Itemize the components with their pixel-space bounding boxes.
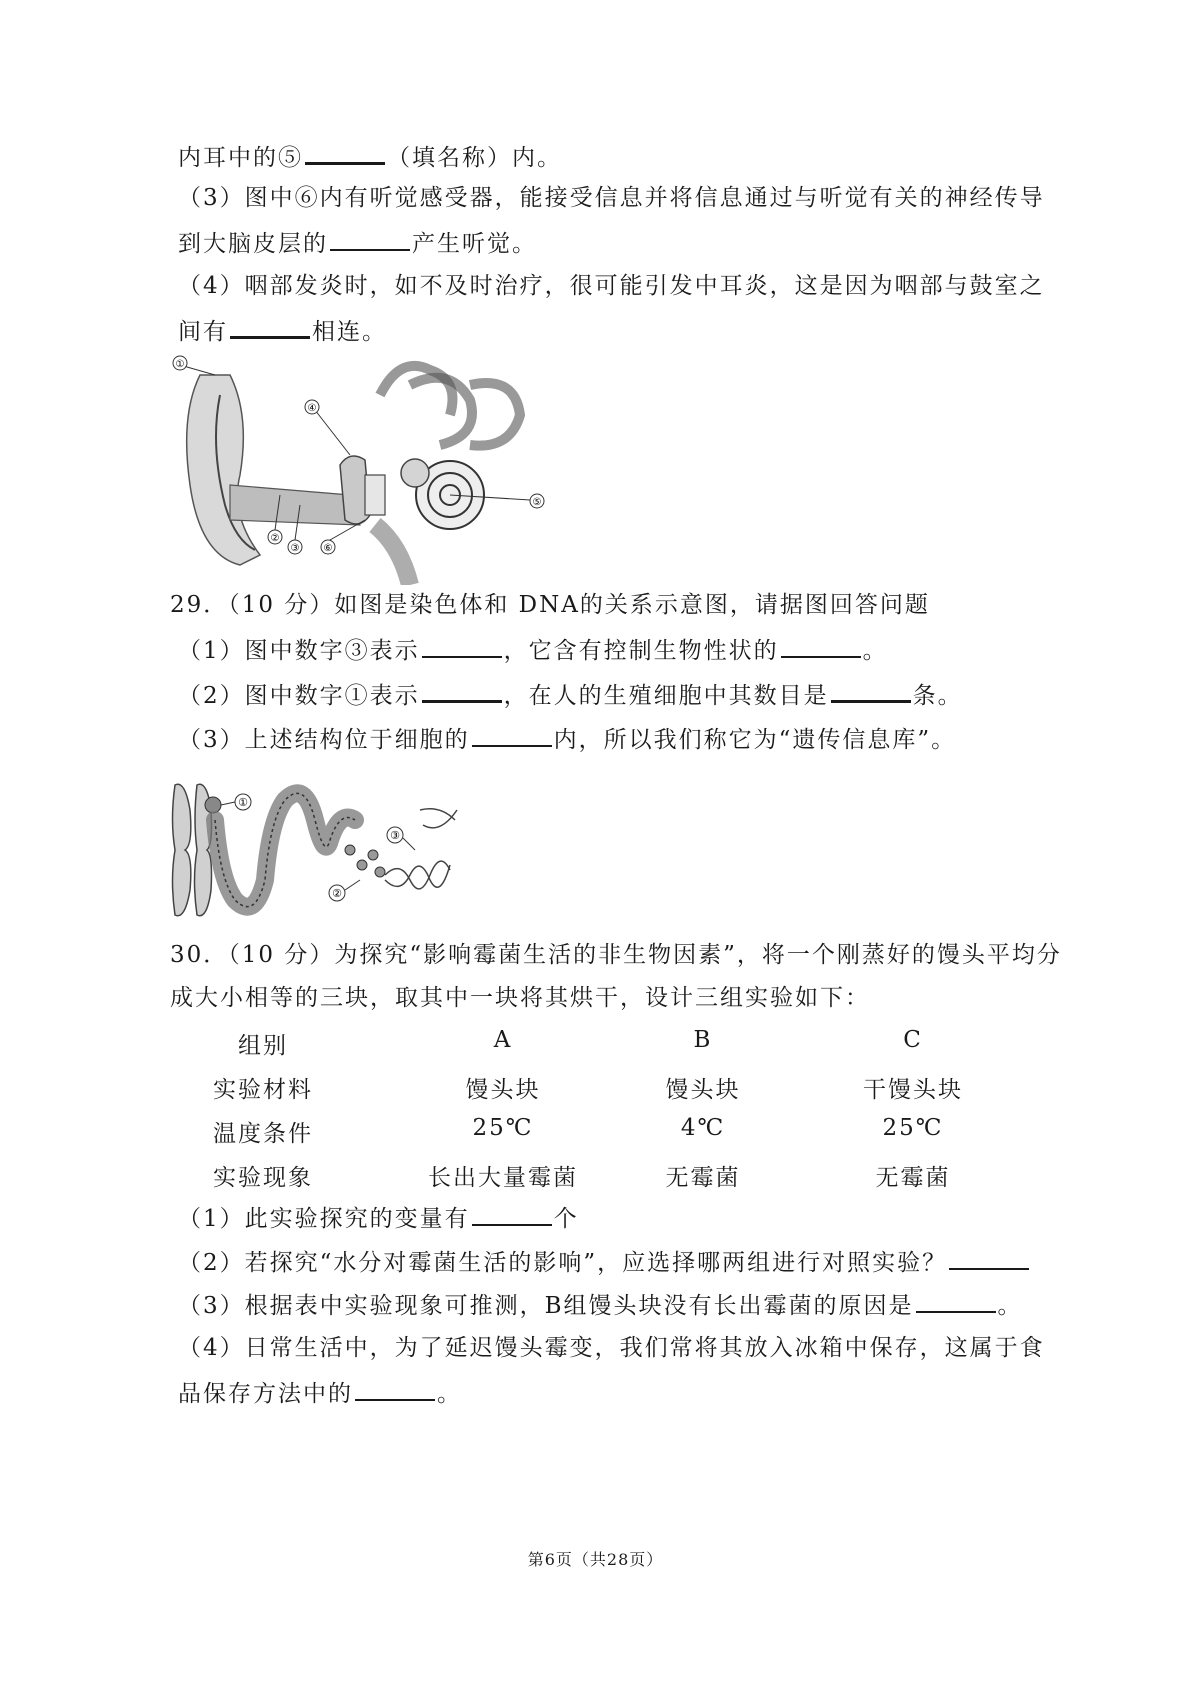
- answer-blank[interactable]: [305, 140, 385, 165]
- label-2: ②: [270, 533, 280, 544]
- q30-p2: [178, 1246, 1031, 1278]
- answer-blank[interactable]: [472, 723, 552, 747]
- label-3: ③: [290, 543, 300, 554]
- q28-text: 相连。: [312, 319, 387, 345]
- answer-blank[interactable]: [781, 634, 861, 658]
- q29-text: 29．（10 分）如图是染色体和 DNA的关系示意图，请据图回答问题: [170, 592, 930, 618]
- label-5: ⑤: [532, 497, 542, 508]
- q30-p3: [178, 1289, 1023, 1321]
- label-1: ①: [175, 359, 185, 370]
- q30-p4-line-1: [178, 1333, 1045, 1363]
- q29-text: （2）图中数字①表示: [178, 683, 420, 709]
- answer-blank[interactable]: [422, 678, 502, 703]
- q29-stem: [170, 590, 930, 620]
- q29-text: 条。: [912, 683, 963, 709]
- q30-text: （4）日常生活中，为了延迟馒头霉变，我们常将其放入冰箱中保存，这属于食: [178, 1335, 1045, 1361]
- table-cell: 干馒头块: [863, 1077, 963, 1103]
- q28-text: 产生听觉。: [412, 231, 537, 257]
- q30-p1: [178, 1202, 579, 1234]
- table-cell: B: [693, 1027, 713, 1053]
- q29-p2: [178, 678, 963, 711]
- label-3: ③: [390, 829, 400, 842]
- answer-blank[interactable]: [355, 1377, 435, 1401]
- q28-text: 到大脑皮层的: [178, 231, 328, 257]
- table-cell: 实验材料: [213, 1077, 313, 1103]
- q29-text: 内，所以我们称它为“遗传信息库”。: [553, 727, 957, 753]
- q28-p4-line-2: [178, 314, 387, 347]
- q28-text: 间有: [178, 319, 228, 345]
- q30-text: 30．（10 分）为探究“影响霉菌生活的非生物因素”，将一个刚蒸好的馒头平均分: [170, 942, 1062, 968]
- q30-text: 个: [553, 1206, 579, 1232]
- q30-stem-2: [170, 983, 870, 1013]
- q30-text: 。: [437, 1381, 462, 1407]
- chromosome-dna-diagram: [165, 780, 465, 920]
- q30-text: 品保存方法中的: [178, 1381, 353, 1407]
- q28-p4-line-1: [178, 271, 1045, 301]
- table-row: [178, 1159, 978, 1193]
- table-cell: 长出大量霉菌: [428, 1165, 578, 1191]
- table-row: [178, 1027, 978, 1061]
- table-cell: 25℃: [472, 1115, 534, 1141]
- answer-blank[interactable]: [949, 1246, 1029, 1270]
- table-cell: 馒头块: [665, 1077, 741, 1103]
- table-cell: A: [493, 1027, 513, 1053]
- q28-text: （4）咽部发炎时，如不及时治疗，很可能引发中耳炎，这是因为咽部与鼓室之: [178, 273, 1045, 299]
- q28-text: （填名称）内。: [387, 145, 562, 171]
- q30-text: 。: [997, 1293, 1023, 1319]
- label-1: ①: [238, 796, 248, 809]
- q28-text: （3）图中⑥内有听觉感受器，能接受信息并将信息通过与听觉有关的神经传导: [178, 185, 1045, 211]
- table-cell: 馒头块: [465, 1077, 541, 1103]
- q30-p4-line-2: [178, 1377, 462, 1409]
- q29-text: （1）图中数字③表示: [178, 638, 420, 664]
- q29-text: ，在人的生殖细胞中其数目是: [503, 683, 829, 709]
- page-footer: 第6页（共28页）: [527, 1550, 664, 1569]
- q30-stem-1: [170, 940, 1062, 970]
- table-row: [178, 1115, 978, 1149]
- q28-p3-line-1: [178, 183, 1045, 213]
- q29-text: （3）上述结构位于细胞的: [178, 727, 470, 753]
- q29-p1: [178, 634, 888, 666]
- answer-blank[interactable]: [472, 1202, 552, 1226]
- q29-p3: [178, 723, 956, 755]
- q28-p3-line-2: [178, 227, 537, 259]
- q30-text: （2）若探究“水分对霉菌生活的影响”，应选择哪两组进行对照实验？: [178, 1250, 948, 1276]
- answer-blank[interactable]: [230, 314, 310, 339]
- q30-text: （1）此实验探究的变量有: [178, 1206, 470, 1232]
- table-cell: 无霉菌: [665, 1165, 741, 1191]
- label-6: ⑥: [323, 543, 333, 554]
- table-row: [178, 1071, 978, 1105]
- table-cell: 温度条件: [213, 1121, 313, 1147]
- answer-blank[interactable]: [330, 227, 410, 251]
- q30-text: 成大小相等的三块，取其中一块将其烘干，设计三组实验如下：: [170, 985, 870, 1011]
- label-2: ②: [332, 887, 342, 900]
- table-cell: 25℃: [882, 1115, 944, 1141]
- table-cell: 无霉菌: [875, 1165, 951, 1191]
- q30-text: （3）根据表中实验现象可推测，B组馒头块没有长出霉菌的原因是: [178, 1293, 914, 1319]
- ear-diagram: [170, 355, 560, 585]
- q28-line-1: [178, 140, 562, 173]
- q29-text: 。: [862, 638, 888, 664]
- table-cell: C: [903, 1027, 923, 1053]
- table-cell: 组别: [238, 1033, 288, 1059]
- label-4: ④: [307, 403, 317, 414]
- q29-text: ，它含有控制生物性状的: [503, 638, 779, 664]
- table-cell: 实验现象: [213, 1165, 313, 1191]
- answer-blank[interactable]: [422, 634, 502, 658]
- table-cell: 4℃: [680, 1115, 726, 1141]
- answer-blank[interactable]: [831, 678, 911, 703]
- answer-blank[interactable]: [916, 1289, 996, 1313]
- q28-text: 内耳中的⑤: [178, 145, 303, 171]
